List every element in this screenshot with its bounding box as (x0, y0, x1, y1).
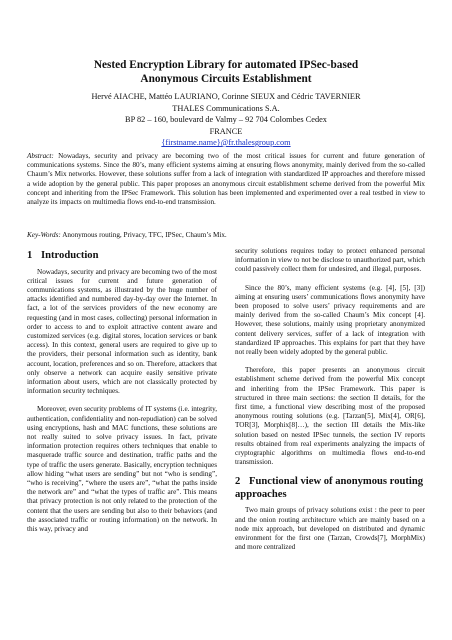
author-block (0, 91, 452, 149)
section-2-paragraph-1: Two main groups of privacy solutions exist : the peer to peer and the onion routing architecture which are mainly based on a node mix approach, but developed on distributed and dynamic environment for the first one (Tarzan, Crowds[7], MorphMix) and more centralized (235, 506, 425, 552)
author-email-link[interactable]: {firstname.name}@fr.thalesgroup.com (161, 138, 291, 147)
left-column (27, 250, 217, 543)
author-names: Hervé AIACHE, Mattéo LAURIANO, Corinne SIEUX and Cédric TAVERNIER (91, 92, 361, 101)
section-1-title: Introduction (41, 250, 99, 261)
keywords (27, 231, 425, 240)
section-1-paragraph-5: Therefore, this paper presents an anonymous circuit establishment scheme derived from the powerful Mix concept and inheriting from the IPSec Framework. This paper is structured in three main sections: the section II details, for the first time, a functional view describing most of the proposed anonymous routing solutions (e.g. [Tarzan[5], Mix[4], OR[6], TOR[3], Morphix[8]…), the section III details the Mix-like solution based on nested IPSec tunnels, the section IV reports results obtained from real experiments analyzing the impacts of cryptographic algorithms on multimedia flows end-to-end transmission. (235, 366, 425, 467)
title-line-1: Nested Encryption Library for automated IPSec-based (93, 59, 359, 71)
author-address: BP 82 – 160, boulevard de Valmy – 92 704 Colombes Cedex (125, 115, 327, 124)
section-1-paragraph-2: Moreover, even security problems of IT systems (i.e. integrity, authentication, confidentiality and non-repudiation) can be solved using encryptions, hash and MAC functions, these solutions are not really suited to solve privacy issues. In fact, private information protection requires others techniques that enable to masquerade traffic source and destination, traffic paths and the type of traffic the users generate. Basically, encryption techniques allow hiding “what users are sending” but not “who is sending”, “who is receiving”, “where the users are”, “what the paths inside the network are” and “what the types of traffic are”. This means that privacy protection is not only related to the protection of the content that the users are sending but also to their behaviors (and the associated traffic or routing information) on the network. In this way, privacy and (27, 405, 217, 533)
abstract (27, 152, 425, 207)
section-1-paragraph-1: Nowadays, security and privacy are becoming two of the most critical issues for current and future generation of communications systems, as illustrated by the huge number of attacks identified and numbered day-by-day over the Internet. In fact, a lot of the services providers of the new economy are requesting (and in most cases, collecting) personal information in order to access to and to exploit attractive content aware and customized services (e.g. digital stores, location services or bank access). In this context, general users are required to give up to the providers, their personal information such as identity, bank account, location, preferences and so on. Therefore, attackers that only observe a network can acquire easily sensitive private information about users, which are not classically protected by information security techniques. (27, 267, 217, 396)
title-line-2: Anonymous Circuits Establishment (140, 73, 312, 85)
keywords-text: Anonymous routing, Privacy, TFC, IPSec, Chaum’s Mix. (60, 231, 227, 239)
abstract-label: Abstract: (27, 152, 54, 160)
section-2-heading (235, 476, 425, 501)
section-1-heading (27, 250, 217, 263)
section-1-number: 1 (27, 250, 33, 261)
paper-title (0, 58, 452, 86)
keywords-label: Key-Words: (27, 231, 61, 239)
abstract-text: Nowadays, security and privacy are becoming two of the most critical issues for current and future generation of communications systems. Since the 80’s, many efficient systems aiming at ensuring flows anonymity, mainly derived from the so-called Chaum’s Mix networks. However, these solutions suffer from a lack of integration with standardized IP approaches and therefore missed a wide adoption by the general public. This paper proposes an anonymous circuit establishment scheme derived from the powerful Mix concept and inheriting from the IPSec Framework. This solution has been implemented and experimented over a real testbed in view to analyze its impacts on multimedia flows end-to-end transmission. (27, 152, 425, 207)
author-country: FRANCE (209, 126, 243, 136)
section-1-paragraph-3: security solutions requires today to protect enhanced personal information in view to not be disclose to unauthorized part, which could passively collect them for undesired, and illegal, purposes. (235, 247, 425, 274)
section-2-number: 2 (235, 476, 241, 488)
section-1-paragraph-4: Since the 80’s, many efficient systems (e.g. [4], [5], [3]) aiming at ensuring users’ communications flows anonymity have been proposed to solve users’ privacy requirements and are mainly derived from the so-called Chaum’s Mix concept [4]. However, these solutions, mainly using proprietary anonymized content delivery services, suffer of a lack of integration with standardized IP approaches. This explains for part that they have not really been widely adopted by the general public. (235, 283, 425, 357)
right-column (235, 247, 425, 561)
author-company: THALES Communications S.A. (172, 103, 280, 113)
section-2-title: Functional view of anonymous routing approaches (235, 476, 424, 500)
